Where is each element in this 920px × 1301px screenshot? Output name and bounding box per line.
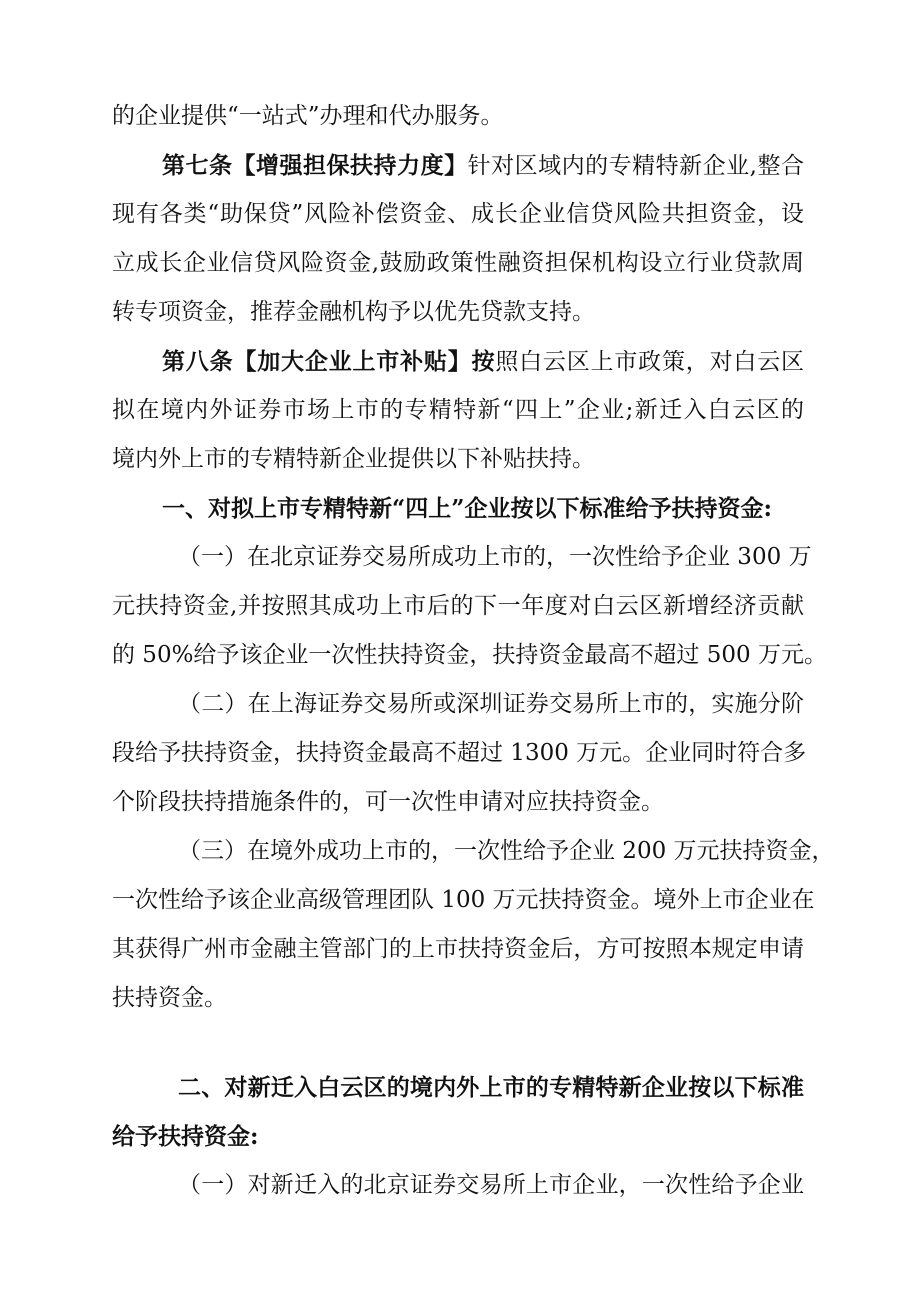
text-line: 扶持资金。 bbox=[112, 985, 227, 1011]
text-line: 转专项资金，推荐金融机构予以优先贷款支持。 bbox=[112, 299, 595, 325]
text-span: 针对区域内的专精特新企业,整合 bbox=[467, 153, 805, 179]
text-line: （三）在境外成功上市的，一次性给予企业 200 万元扶持资金， bbox=[178, 838, 835, 864]
section-2-heading-cont: 给予扶持资金: bbox=[112, 1123, 259, 1150]
text-line: 一次性给予该企业高级管理团队 100 万元扶持资金。境外上市企业在 bbox=[112, 887, 815, 913]
document-page bbox=[112, 92, 835, 1210]
text-line: 段给予扶持资金，扶持资金最高不超过 1300 万元。企业同时符合多 bbox=[112, 740, 807, 766]
text-line: （一）在北京证券交易所成功上市的，一次性给予企业 300 万 bbox=[178, 544, 812, 570]
text-line: 立成长企业信贷风险资金,鼓励政策性融资担保机构设立行业贷款周 bbox=[112, 250, 804, 276]
article-7-heading: 第七条【增强担保扶持力度】 bbox=[162, 152, 468, 179]
text-span: 照白云区上市政策，对白云区 bbox=[495, 349, 805, 375]
text-line: 现有各类“助保贷”风险补偿资金、成长企业信贷风险共担资金，设 bbox=[112, 201, 804, 227]
text-line: 的 50%给予该企业一次性扶持资金，扶持资金最高不超过 500 万元。 bbox=[112, 642, 827, 668]
article-8-first-line bbox=[112, 337, 804, 386]
text-line: 境内外上市的专精特新企业提供以下补贴扶持。 bbox=[112, 446, 595, 472]
text-line: 元扶持资金,并按照其成功上市后的下一年度对白云区新增经济贡献 bbox=[112, 593, 804, 619]
article-8-heading: 第八条【加大企业上市补贴】按 bbox=[162, 348, 496, 375]
section-2-heading: 二、对新迁入白云区的境内外上市的专精特新企业按以下标准 bbox=[178, 1074, 804, 1101]
text-line: （一）对新迁入的北京证券交易所上市企业，一次性给予企业 bbox=[178, 1172, 804, 1198]
article-7-first-line bbox=[112, 141, 804, 190]
section-1-heading: 一、对拟上市专精特新“四上”企业按以下标准给予扶持资金: bbox=[162, 495, 772, 522]
text-line: 的企业提供“一站式”办理和代办服务。 bbox=[112, 103, 504, 129]
text-line: 拟在境内外证券市场上市的专精特新“四上”企业;新迁入白云区的 bbox=[112, 397, 804, 423]
text-line: （二）在上海证券交易所或深圳证券交易所上市的，实施分阶 bbox=[178, 691, 804, 717]
text-line: 其获得广州市金融主管部门的上市扶持资金后，方可按照本规定申请 bbox=[112, 936, 804, 962]
text-line: 个阶段扶持措施条件的，可一次性申请对应扶持资金。 bbox=[112, 789, 664, 815]
